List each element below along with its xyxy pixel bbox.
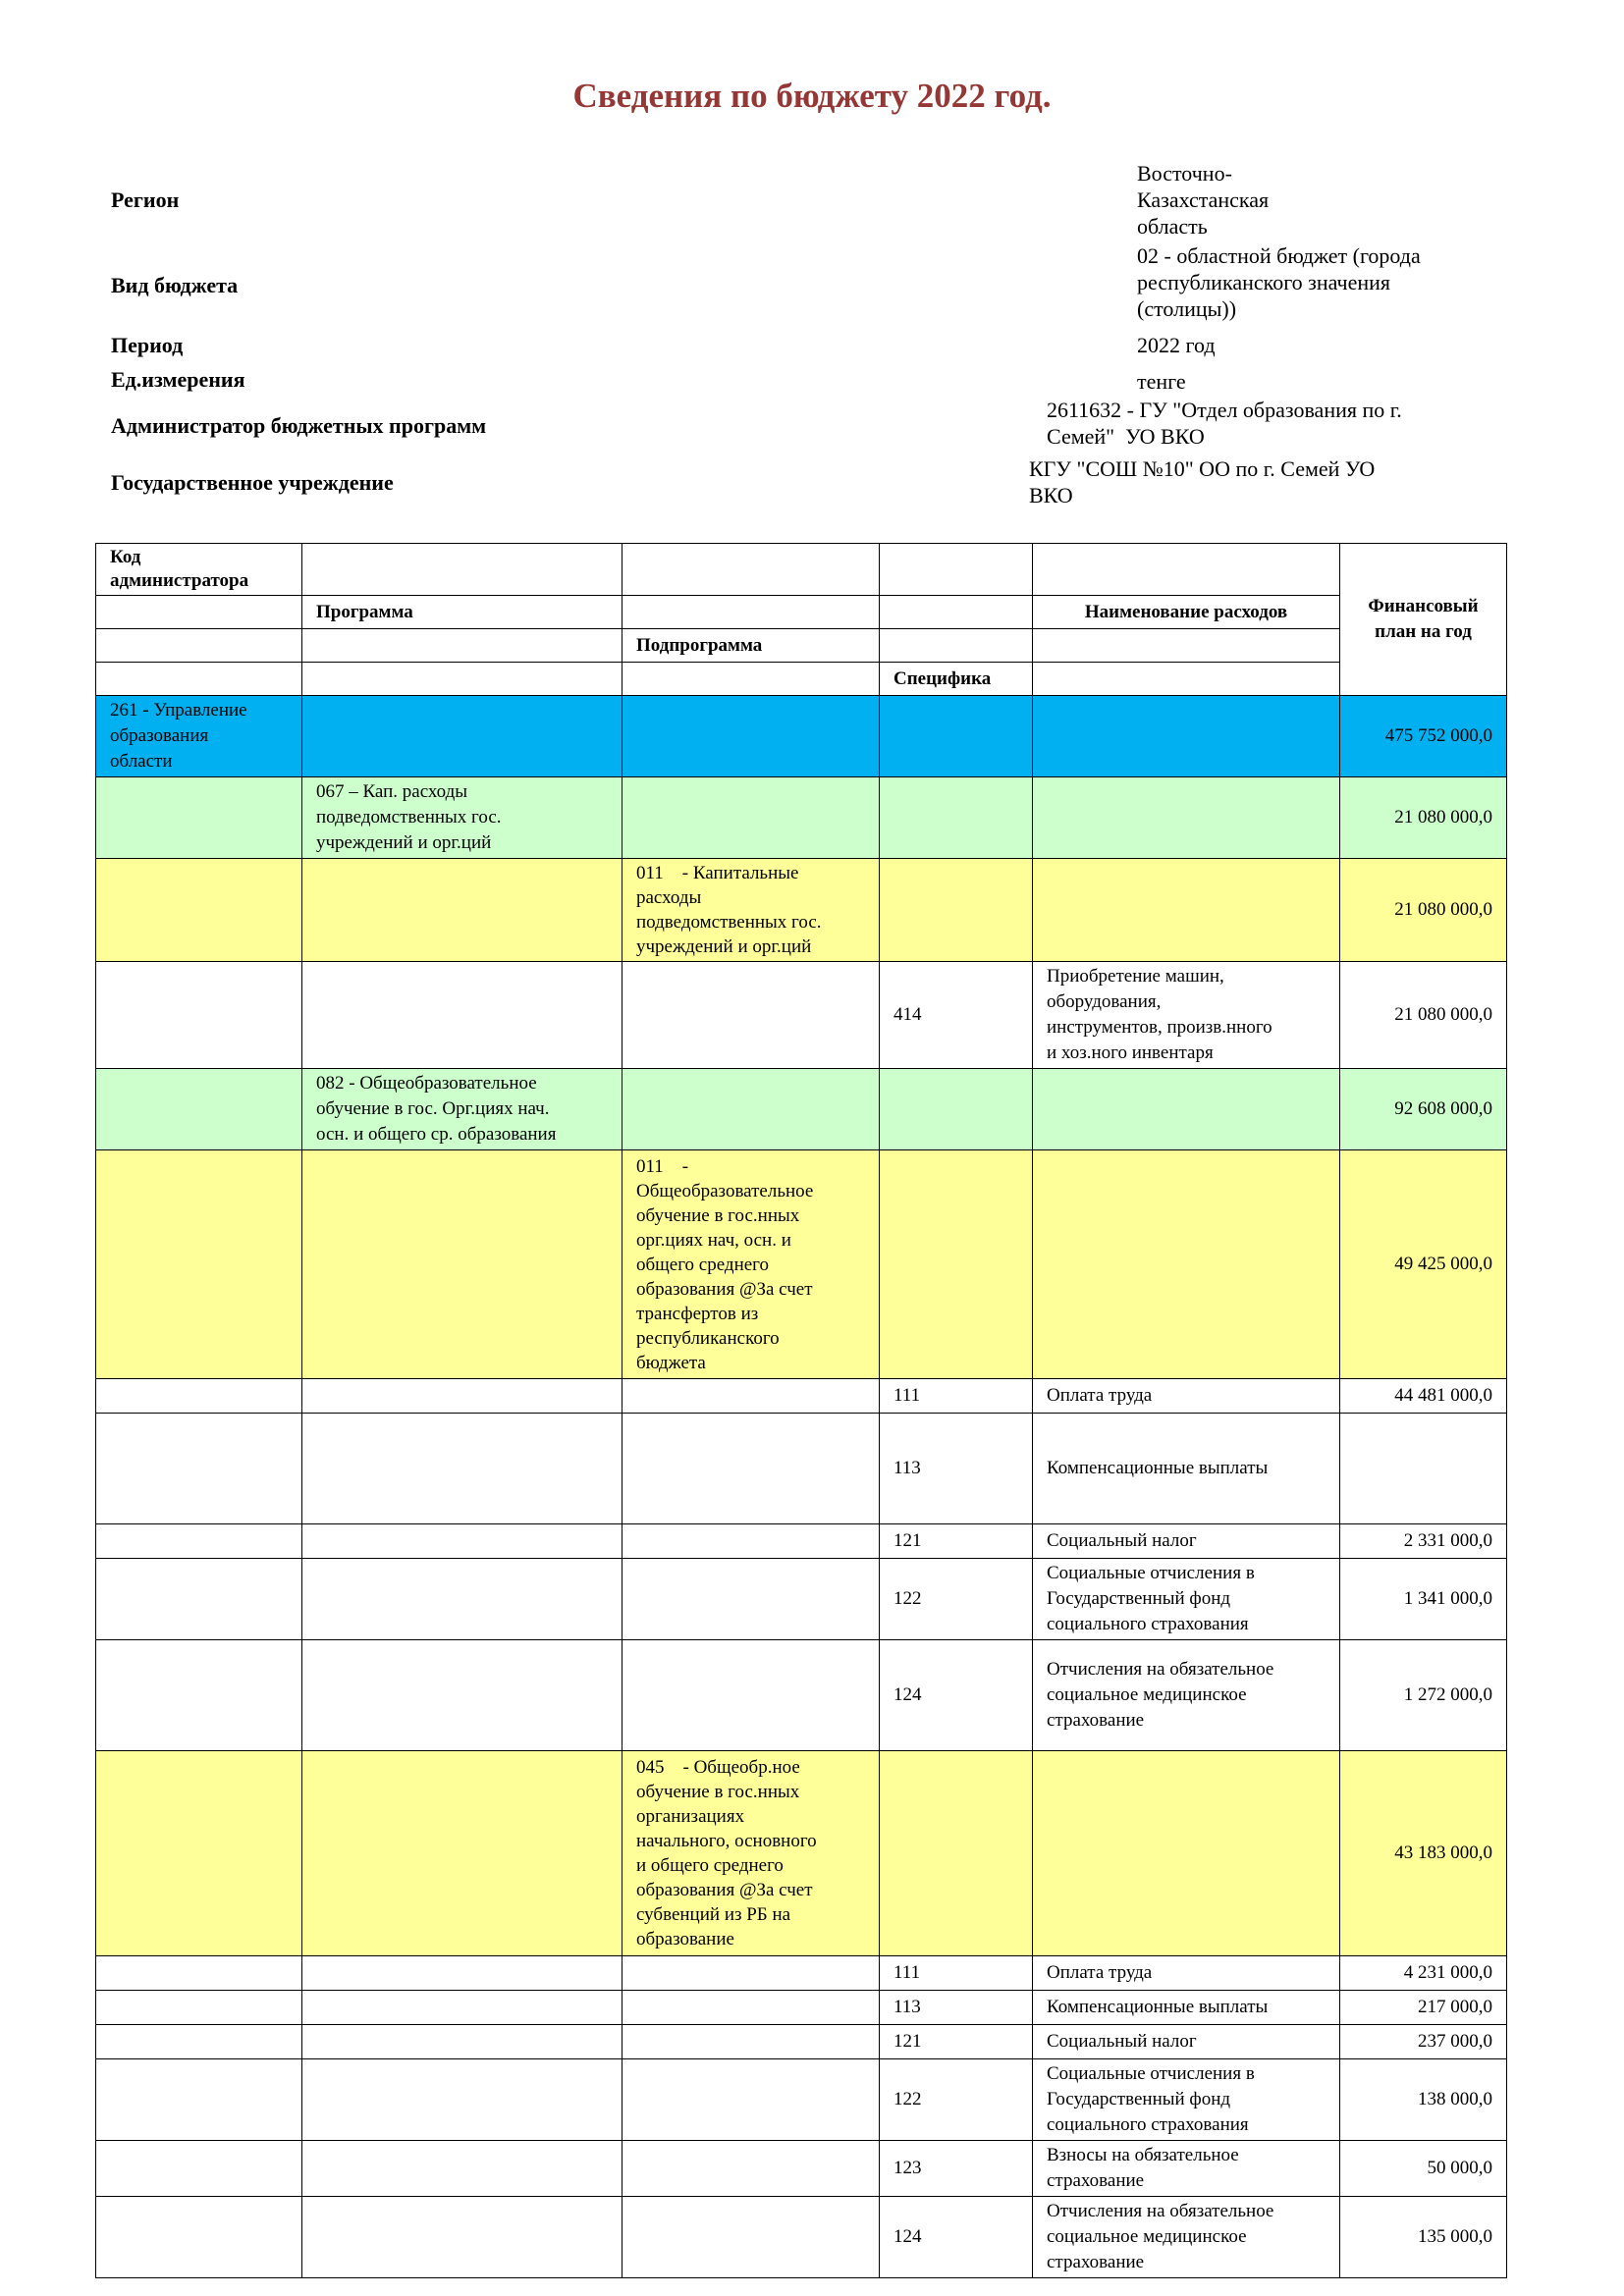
cell-admin-code [96, 2025, 302, 2059]
cell-admin-code [96, 1751, 302, 1956]
cell-amount: 135 000,0 [1340, 2197, 1507, 2278]
cell-subprogram [623, 777, 880, 859]
cell-specifics: 113 [880, 1414, 1033, 1524]
cell-program [302, 1379, 623, 1414]
cell-admin-code [96, 1150, 302, 1379]
table-row-sub [96, 1751, 1507, 1956]
cell-expense-name: Социальные отчисления в Государственный фонд социального страхования [1033, 2059, 1340, 2141]
cell-admin-code [96, 777, 302, 859]
table-row [96, 1414, 1507, 1524]
table-row [96, 1956, 1507, 1991]
cell-amount: 50 000,0 [1340, 2141, 1507, 2197]
cell-specifics [880, 1751, 1033, 1956]
cell-program [302, 696, 623, 777]
cell-admin-code [96, 962, 302, 1069]
cell-subprogram: 011 - Капитальные расходы подведомственных гос. учреждений и орг.ций [623, 859, 880, 962]
cell-admin-code [96, 1640, 302, 1751]
cell-admin-code [96, 859, 302, 962]
cell-subprogram [623, 962, 880, 1069]
table-row-sub [96, 1150, 1507, 1379]
cell-expense-name: Социальный налог [1033, 1524, 1340, 1559]
cell-program: 067 – Кап. расходы подведомственных гос. учреждений и орг.ций [302, 777, 623, 859]
header-row-1 [96, 544, 1507, 596]
cell-expense-name [1033, 777, 1340, 859]
cell-expense-name: Приобретение машин, оборудования, инструментов, произв.нного и хоз.ного инвентаря [1033, 962, 1340, 1069]
cell-amount: 1 272 000,0 [1340, 1640, 1507, 1751]
meta-label-period: Период [111, 333, 184, 357]
cell-program [302, 1559, 623, 1640]
cell-admin-code [96, 1991, 302, 2025]
cell-program [302, 962, 623, 1069]
cell-amount: 92 608 000,0 [1340, 1069, 1507, 1150]
header-subprogram: Подпрограмма [623, 629, 880, 663]
cell-amount: 49 425 000,0 [1340, 1150, 1507, 1379]
meta-label-institution: Государственное учреждение [111, 470, 394, 495]
cell-expense-name: Отчисления на обязательное социальное медицинское страхование [1033, 2197, 1340, 2278]
cell-expense-name [1033, 859, 1340, 962]
cell-subprogram [623, 696, 880, 777]
meta-value-region: Восточно- Казахстанская область [1137, 161, 1270, 239]
cell-amount: 2 331 000,0 [1340, 1524, 1507, 1559]
cell-program [302, 1414, 623, 1524]
table-row [96, 962, 1507, 1069]
table-row [96, 1379, 1507, 1414]
cell-expense-name: Социальный налог [1033, 2025, 1340, 2059]
table-row [96, 1640, 1507, 1751]
cell-admin-code [96, 1956, 302, 1991]
cell-expense-name [1033, 1069, 1340, 1150]
cell-specifics [880, 777, 1033, 859]
table-row-admin [96, 696, 1507, 777]
cell-expense-name [1033, 696, 1340, 777]
cell-specifics: 121 [880, 1524, 1033, 1559]
cell-subprogram [623, 1640, 880, 1751]
meta-label-unit: Ед.измерения [111, 367, 245, 392]
header-row-2 [96, 596, 1507, 629]
cell-amount: 43 183 000,0 [1340, 1751, 1507, 1956]
cell-expense-name [1033, 1751, 1340, 1956]
cell-expense-name: Взносы на обязательное страхование [1033, 2141, 1340, 2197]
cell-subprogram [623, 1559, 880, 1640]
cell-program [302, 1956, 623, 1991]
cell-subprogram [623, 1991, 880, 2025]
cell-admin-code [96, 1414, 302, 1524]
cell-subprogram [623, 1069, 880, 1150]
table-row-sub [96, 859, 1507, 962]
cell-subprogram [623, 1956, 880, 1991]
cell-subprogram: 045 - Общеобр.ное обучение в гос.нных организациях начального, основного и общего среднего образования @За счет субвенций из РБ на образование [623, 1751, 880, 1956]
cell-subprogram [623, 2197, 880, 2278]
cell-amount: 44 481 000,0 [1340, 1379, 1507, 1414]
document-title: Сведения по бюджету 2022 год. [572, 77, 1052, 115]
cell-program [302, 1150, 623, 1379]
cell-expense-name [1033, 1150, 1340, 1379]
table-row [96, 1559, 1507, 1640]
table-row-prog [96, 777, 1507, 859]
cell-program [302, 859, 623, 962]
cell-expense-name: Оплата труда [1033, 1379, 1340, 1414]
cell-specifics [880, 859, 1033, 962]
cell-specifics: 111 [880, 1379, 1033, 1414]
cell-amount [1340, 1414, 1507, 1524]
cell-amount: 21 080 000,0 [1340, 859, 1507, 962]
header-specifics: Специфика [880, 663, 1033, 696]
table-row [96, 2197, 1507, 2278]
cell-subprogram: 011 - Общеобразовательное обучение в гос.нных орг.циях нач, осн. и общего среднего образования @За счет трансфертов из республиканского бюджета [623, 1150, 880, 1379]
cell-specifics: 122 [880, 2059, 1033, 2141]
cell-specifics [880, 696, 1033, 777]
header-row-4 [96, 663, 1507, 696]
cell-specifics: 113 [880, 1991, 1033, 2025]
cell-amount: 1 341 000,0 [1340, 1559, 1507, 1640]
cell-expense-name: Оплата труда [1033, 1956, 1340, 1991]
cell-program [302, 1751, 623, 1956]
cell-specifics [880, 1150, 1033, 1379]
cell-expense-name: Компенсационные выплаты [1033, 1991, 1340, 2025]
cell-specifics: 111 [880, 1956, 1033, 1991]
header-expense-name: Наименование расходов [1033, 596, 1340, 629]
cell-program [302, 2025, 623, 2059]
cell-specifics: 124 [880, 1640, 1033, 1751]
cell-subprogram [623, 1379, 880, 1414]
cell-admin-code [96, 1559, 302, 1640]
cell-admin-code [96, 2059, 302, 2141]
cell-amount: 138 000,0 [1340, 2059, 1507, 2141]
budget-table [95, 543, 1507, 2278]
cell-program [302, 2197, 623, 2278]
cell-specifics: 414 [880, 962, 1033, 1069]
cell-subprogram [623, 2059, 880, 2141]
header-financial-plan: Финансовый план на год [1340, 544, 1507, 696]
meta-label-budget-type: Вид бюджета [111, 273, 239, 297]
cell-specifics: 124 [880, 2197, 1033, 2278]
meta-value-budget-type: 02 - областной бюджет (города республиканского значения (столицы)) [1137, 243, 1421, 321]
header-admin-code: Код администратора [96, 544, 302, 596]
cell-admin-code [96, 1379, 302, 1414]
header-program: Программа [302, 596, 623, 629]
cell-specifics: 122 [880, 1559, 1033, 1640]
cell-admin-code [96, 1524, 302, 1559]
cell-program [302, 2059, 623, 2141]
table-row [96, 2059, 1507, 2141]
cell-subprogram [623, 1414, 880, 1524]
meta-label-region: Регион [111, 187, 180, 212]
cell-amount: 4 231 000,0 [1340, 1956, 1507, 1991]
table-row [96, 1991, 1507, 2025]
cell-admin-code [96, 1069, 302, 1150]
cell-expense-name: Компенсационные выплаты [1033, 1414, 1340, 1524]
cell-program: 082 - Общеобразовательное обучение в гос. Орг.циях нач. осн. и общего ср. образования [302, 1069, 623, 1150]
cell-specifics: 121 [880, 2025, 1033, 2059]
table-row [96, 2025, 1507, 2059]
cell-amount: 21 080 000,0 [1340, 962, 1507, 1069]
meta-value-administrator: 2611632 - ГУ "Отдел образования по г. Семей" УО ВКО [1047, 398, 1402, 449]
cell-program [302, 2141, 623, 2197]
meta-value-institution: КГУ "СОШ №10" ОО по г. Семей УО ВКО [1029, 456, 1376, 507]
cell-subprogram [623, 2141, 880, 2197]
cell-expense-name: Отчисления на обязательное социальное медицинское страхование [1033, 1640, 1340, 1751]
meta-label-administrator: Администратор бюджетных программ [111, 413, 487, 438]
table-row [96, 1524, 1507, 1559]
table-row [96, 2141, 1507, 2197]
cell-admin-code [96, 2141, 302, 2197]
cell-program [302, 1991, 623, 2025]
cell-amount: 237 000,0 [1340, 2025, 1507, 2059]
cell-subprogram [623, 1524, 880, 1559]
cell-amount: 21 080 000,0 [1340, 777, 1507, 859]
cell-amount: 475 752 000,0 [1340, 696, 1507, 777]
cell-specifics: 123 [880, 2141, 1033, 2197]
cell-program [302, 1640, 623, 1751]
cell-admin-code: 261 - Управление образования области [96, 696, 302, 777]
cell-expense-name: Социальные отчисления в Государственный фонд социального страхования [1033, 1559, 1340, 1640]
cell-specifics [880, 1069, 1033, 1150]
cell-subprogram [623, 2025, 880, 2059]
table-row-prog [96, 1069, 1507, 1150]
cell-amount: 217 000,0 [1340, 1991, 1507, 2025]
cell-program [302, 1524, 623, 1559]
header-row-3 [96, 629, 1507, 663]
cell-admin-code [96, 2197, 302, 2278]
meta-value-period: 2022 год [1137, 333, 1216, 357]
meta-value-unit: тенге [1137, 369, 1186, 394]
